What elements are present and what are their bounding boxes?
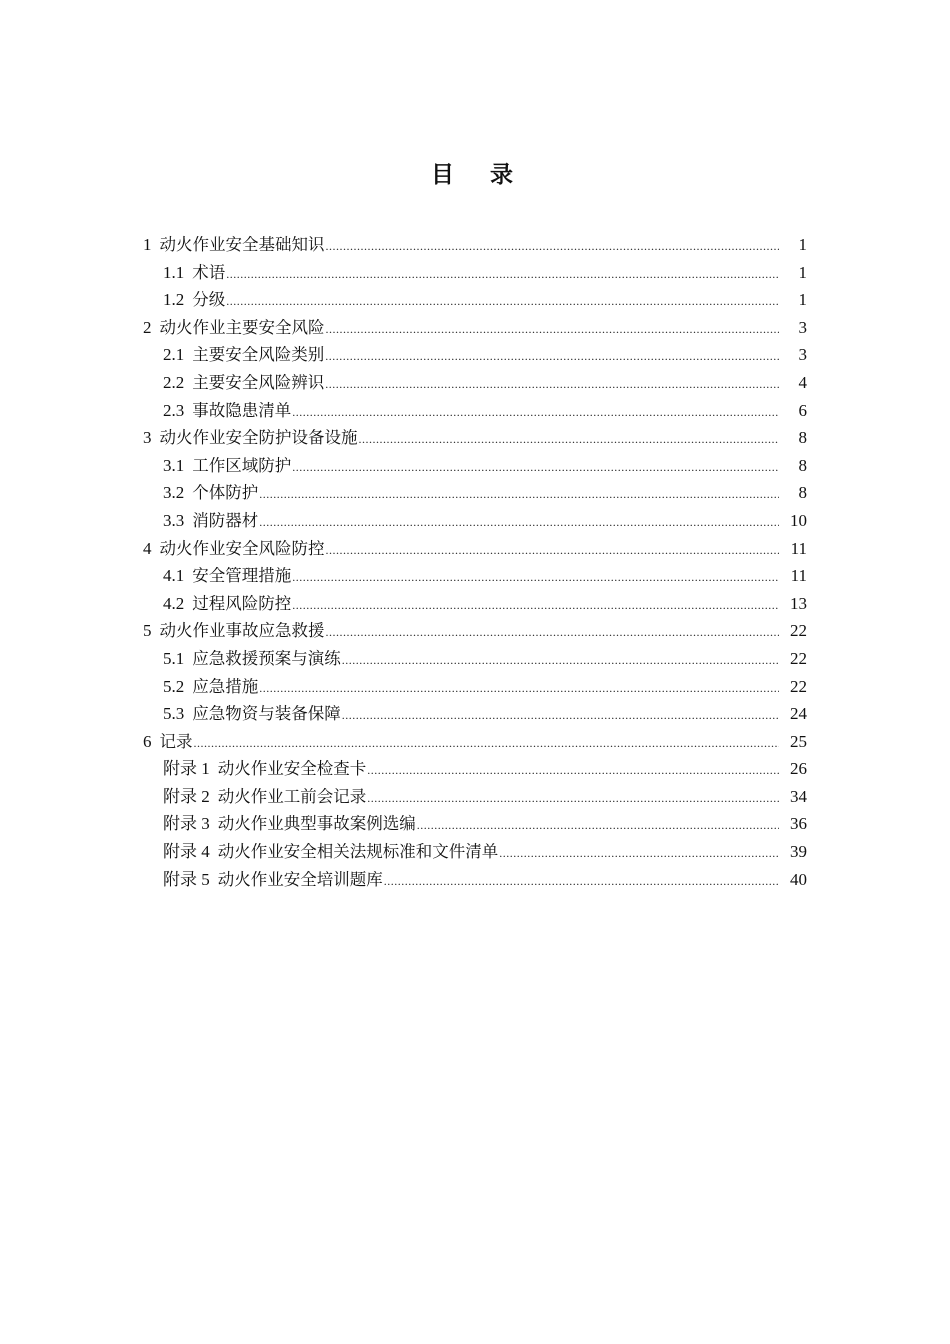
toc-entry-page: 22 bbox=[790, 648, 807, 668]
toc-dot-leader bbox=[292, 454, 779, 482]
toc-entry-page: 39 bbox=[790, 842, 807, 862]
toc-entry-page: 10 bbox=[790, 510, 807, 530]
toc-entry-page: 11 bbox=[790, 566, 807, 586]
toc-entry[interactable] bbox=[143, 535, 807, 563]
toc-entry-page: 8 bbox=[798, 455, 807, 475]
toc-dot-leader bbox=[226, 288, 779, 316]
toc-entry-title: 动火作业工前会记录 bbox=[217, 786, 367, 806]
toc-dot-leader bbox=[326, 537, 780, 565]
toc-dot-leader bbox=[194, 730, 780, 758]
toc-dot-leader bbox=[499, 840, 779, 868]
toc-entry-number: 3 bbox=[143, 428, 152, 448]
toc-entry-number: 5.2 bbox=[163, 676, 185, 696]
toc-entry-number: 5 bbox=[143, 621, 152, 641]
toc-entry[interactable] bbox=[143, 369, 807, 397]
toc-entry-title: 动火作业安全相关法规标准和文件清单 bbox=[217, 842, 499, 862]
toc-entry-title: 主要安全风险辨识 bbox=[192, 372, 325, 392]
toc-entry-number: 2 bbox=[143, 317, 152, 337]
toc-entry[interactable] bbox=[143, 562, 807, 590]
toc-dot-leader bbox=[292, 592, 779, 620]
toc-entry-title: 动火作业事故应急救援 bbox=[159, 621, 325, 641]
toc-entry-title: 动火作业典型事故案例选编 bbox=[217, 814, 416, 834]
toc-entry-title: 动火作业安全培训题库 bbox=[217, 869, 383, 889]
toc-dot-leader bbox=[417, 812, 779, 840]
toc-entry[interactable] bbox=[143, 810, 807, 838]
toc-entry-page: 11 bbox=[790, 538, 807, 558]
toc-dot-leader bbox=[359, 426, 780, 454]
toc-entry[interactable] bbox=[143, 728, 807, 756]
toc-entry-number: 3.3 bbox=[163, 510, 185, 530]
toc-entry[interactable] bbox=[143, 397, 807, 425]
toc-entry-number: 2.2 bbox=[163, 372, 185, 392]
toc-entry-number: 1.1 bbox=[163, 262, 185, 282]
toc-dot-leader bbox=[326, 619, 780, 647]
toc-entry-title: 过程风险防控 bbox=[192, 593, 292, 613]
toc-title: 目 录 bbox=[430, 162, 527, 188]
toc-dot-leader bbox=[326, 233, 780, 261]
toc-entry-title: 动火作业安全检查卡 bbox=[217, 759, 367, 779]
toc-entry-page: 1 bbox=[798, 290, 807, 310]
toc-entry[interactable] bbox=[143, 314, 807, 342]
toc-entry-page: 13 bbox=[790, 593, 807, 613]
toc-entry-title: 应急救援预案与演练 bbox=[192, 648, 341, 668]
toc-entry-page: 8 bbox=[798, 428, 807, 448]
toc-entry-title: 动火作业安全风险防控 bbox=[159, 538, 325, 558]
toc-entry-page: 1 bbox=[798, 235, 807, 254]
toc-entry-title: 事故隐患清单 bbox=[192, 400, 292, 420]
toc-entry-page: 22 bbox=[790, 676, 807, 696]
toc-entry-page: 8 bbox=[798, 483, 807, 503]
toc-list bbox=[143, 231, 807, 893]
toc-dot-leader bbox=[259, 481, 779, 509]
toc-entry[interactable] bbox=[143, 479, 807, 507]
toc-entry[interactable] bbox=[143, 231, 807, 259]
toc-dot-leader bbox=[326, 316, 780, 344]
toc-dot-leader bbox=[367, 757, 779, 785]
toc-entry-page: 3 bbox=[798, 317, 807, 337]
toc-entry-title: 动火作业安全防护设备设施 bbox=[159, 428, 358, 448]
toc-entry-number: 1 bbox=[143, 235, 152, 254]
toc-entry-title: 个体防护 bbox=[192, 483, 259, 503]
toc-dot-leader bbox=[325, 371, 779, 399]
toc-entry-page: 1 bbox=[798, 262, 807, 282]
toc-entry-page: 36 bbox=[790, 814, 807, 834]
toc-entry[interactable] bbox=[143, 507, 807, 535]
toc-dot-leader bbox=[384, 868, 779, 896]
toc-entry-page: 6 bbox=[798, 400, 807, 420]
toc-entry-page: 22 bbox=[790, 621, 807, 641]
toc-entry[interactable] bbox=[143, 645, 807, 673]
toc-entry-number: 6 bbox=[143, 731, 152, 751]
toc-dot-leader bbox=[325, 343, 779, 371]
toc-entry-number: 5.1 bbox=[163, 648, 185, 668]
toc-entry[interactable] bbox=[143, 838, 807, 866]
toc-entry-title: 工作区域防护 bbox=[192, 455, 292, 475]
toc-dot-leader bbox=[259, 509, 779, 537]
toc-entry[interactable] bbox=[143, 700, 807, 728]
toc-entry-number: 4 bbox=[143, 538, 152, 558]
toc-dot-leader bbox=[292, 399, 779, 427]
toc-entry[interactable] bbox=[143, 617, 807, 645]
toc-entry-number: 附录 4 bbox=[163, 842, 210, 862]
toc-entry-page: 4 bbox=[798, 372, 807, 392]
toc-dot-leader bbox=[342, 647, 779, 675]
toc-entry[interactable] bbox=[143, 424, 807, 452]
toc-entry-page: 3 bbox=[798, 345, 807, 365]
toc-dot-leader bbox=[226, 261, 779, 289]
toc-entry[interactable] bbox=[143, 286, 807, 314]
toc-entry[interactable] bbox=[143, 590, 807, 618]
toc-entry[interactable] bbox=[143, 341, 807, 369]
toc-entry-title: 记录 bbox=[159, 731, 193, 751]
toc-dot-leader bbox=[367, 785, 779, 813]
toc-entry-number: 3.2 bbox=[163, 483, 185, 503]
toc-entry-number: 4.1 bbox=[163, 566, 185, 586]
toc-dot-leader bbox=[292, 564, 779, 592]
toc-entry-number: 附录 2 bbox=[163, 786, 210, 806]
toc-entry-number: 1.2 bbox=[163, 290, 185, 310]
toc-entry-number: 3.1 bbox=[163, 455, 185, 475]
toc-entry-title: 术语 bbox=[192, 262, 226, 282]
toc-entry-number: 5.3 bbox=[163, 704, 185, 724]
toc-entry[interactable] bbox=[143, 259, 807, 287]
toc-entry-number: 4.2 bbox=[163, 593, 185, 613]
toc-entry-title: 消防器材 bbox=[192, 510, 259, 530]
toc-entry-title: 主要安全风险类别 bbox=[192, 345, 325, 365]
toc-entry[interactable] bbox=[143, 755, 807, 783]
toc-entry-title: 应急措施 bbox=[192, 676, 259, 696]
toc-dot-leader bbox=[342, 702, 779, 730]
toc-entry-number: 附录 5 bbox=[163, 869, 210, 889]
toc-entry[interactable] bbox=[143, 673, 807, 701]
toc-entry-page: 34 bbox=[790, 786, 807, 806]
toc-entry-title: 动火作业主要安全风险 bbox=[159, 317, 325, 337]
toc-entry-number: 附录 1 bbox=[163, 759, 210, 779]
toc-entry-title: 动火作业安全基础知识 bbox=[159, 235, 325, 254]
toc-entry-number: 2.3 bbox=[163, 400, 185, 420]
toc-entry-title: 安全管理措施 bbox=[192, 566, 292, 586]
toc-dot-leader bbox=[259, 675, 779, 703]
toc-entry-page: 24 bbox=[790, 704, 807, 724]
toc-entry[interactable] bbox=[143, 866, 807, 894]
toc-entry-title: 应急物资与装备保障 bbox=[192, 704, 341, 724]
toc-entry-number: 附录 3 bbox=[163, 814, 210, 834]
toc-entry[interactable] bbox=[143, 783, 807, 811]
toc-entry-page: 25 bbox=[790, 731, 807, 751]
toc-entry[interactable] bbox=[143, 452, 807, 480]
toc-entry-page: 26 bbox=[790, 759, 807, 779]
toc-entry-page: 40 bbox=[790, 869, 807, 889]
toc-entry-title: 分级 bbox=[192, 290, 226, 310]
toc-entry-number: 2.1 bbox=[163, 345, 185, 365]
